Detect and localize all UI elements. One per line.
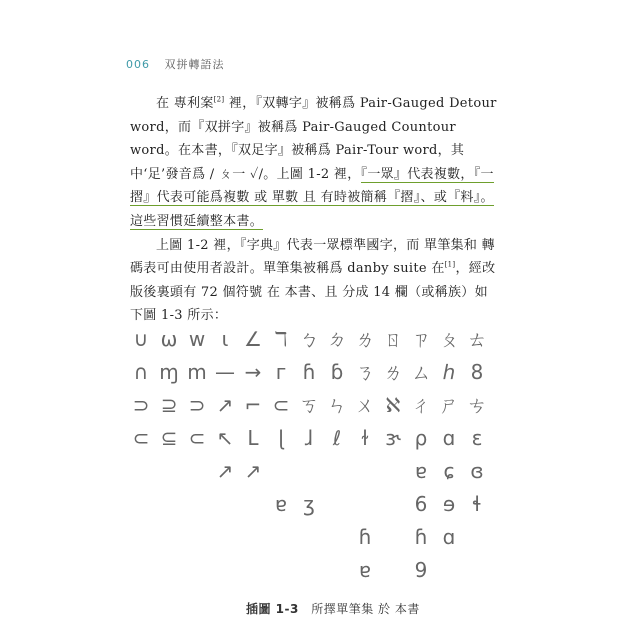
footnote-ref-1[interactable]: [1] <box>444 260 456 269</box>
glyph-symbol: ㄋ <box>355 360 375 384</box>
glyph-symbol: ɩ <box>221 327 229 351</box>
glyph-symbol: ʒ <box>303 492 315 516</box>
glyph-symbol: ℎ <box>442 360 456 384</box>
glyph-symbol: ⊇ <box>160 393 178 417</box>
running-title: 双拼轉語法 <box>164 58 225 71</box>
glyph-symbol: ㄖ <box>383 327 403 351</box>
glyph-symbol: ɛ <box>471 426 483 450</box>
figure-caption <box>246 600 420 617</box>
glyph-symbol: ɦ <box>358 525 372 549</box>
glyph-symbol: ↖ <box>216 426 234 450</box>
glyph-symbol: m <box>187 360 207 384</box>
glyph-symbol: ω <box>160 327 178 351</box>
caption-label: 插圖 1-3 <box>246 602 299 616</box>
glyph-symbol: ㄌ <box>355 327 375 351</box>
glyph-symbol: ɭ <box>278 426 284 450</box>
glyph-symbol: ɐ <box>274 492 287 516</box>
glyph-symbol: ↗ <box>216 459 234 483</box>
glyph-symbol: ɑ <box>442 426 456 450</box>
glyph-symbol: ∩ <box>133 360 149 384</box>
glyph-table <box>128 326 508 596</box>
glyph-symbol: ㄣ <box>327 393 347 417</box>
glyph-symbol: ⊆ <box>160 426 178 450</box>
glyph-symbol: — <box>215 360 235 384</box>
glyph-symbol: ↗ <box>216 393 234 417</box>
glyph-symbol: 9 <box>414 558 428 582</box>
glyph-symbol: w <box>188 327 206 351</box>
paragraph-2-part-2: ，經改版後裏頭有 72 個符號 在 本書、且 分成 14 欄（或稱族）如下圖 1-3 所示： <box>130 261 496 324</box>
glyph-symbol: ɦ <box>302 360 316 384</box>
glyph-symbol: ɺ <box>304 426 314 450</box>
glyph-symbol: ⊃ <box>188 393 206 417</box>
glyph-symbol: → <box>244 360 262 384</box>
paragraph-1-part-2: 裡，『双轉字』被稱爲 Pair-Gauged Detour word，而『双拼字』被稱爲 Pair-Gauged Countour word。在本書，『双足字』被稱爲 Pair-Tour word，其中‘足’發音爲 / ㄆ一 ✓/。上圖 1-2 裡， <box>130 96 497 182</box>
highlighted-text: 『一眾』代表複數，『一摺』代表可能爲複數 或 單數 且 有時被簡稱『摺』、或『料』。這些習慣延續整本書。 <box>130 166 494 229</box>
glyph-symbol: ɐ <box>414 459 427 483</box>
page-header <box>126 56 225 72</box>
glyph-symbol: ⊂ <box>188 426 206 450</box>
glyph-symbol: ㄆ <box>439 327 459 351</box>
glyph-symbol: ⊂ <box>132 426 150 450</box>
glyph-symbol: ɕ <box>443 459 455 483</box>
glyph-symbol: ㄊ <box>467 327 487 351</box>
glyph-symbol: ⊂ <box>272 393 290 417</box>
glyph-symbol: г <box>275 360 287 384</box>
glyph-symbol: ㄔ <box>411 393 431 417</box>
glyph-symbol: ㄗ <box>411 327 431 351</box>
glyph-symbol: ㄅ <box>299 327 319 351</box>
paragraph-1 <box>130 92 500 234</box>
glyph-symbol: 8 <box>470 360 484 384</box>
glyph-symbol: ㄨ <box>355 393 375 417</box>
page-number: 006 <box>126 58 150 71</box>
glyph-symbol: L <box>247 426 259 450</box>
glyph-symbol: ↗ <box>244 459 262 483</box>
glyph-symbol: ㄎ <box>299 393 319 417</box>
glyph-symbol: ɝ <box>385 426 401 450</box>
glyph-symbol: ℵ <box>385 393 401 417</box>
glyph-symbol: ㄙ <box>411 360 431 384</box>
glyph-symbol: ɱ <box>159 360 179 384</box>
paragraph-2 <box>130 234 500 328</box>
glyph-symbol: ㄘ <box>467 393 487 417</box>
glyph-symbol: ⌐ <box>244 393 262 417</box>
glyph-symbol: ɓ <box>330 360 344 384</box>
paragraph-1-part-1: 在 專利案 <box>156 96 214 111</box>
glyph-symbol: ㄌ <box>383 360 403 384</box>
footnote-ref-2[interactable]: [2] <box>213 95 225 104</box>
glyph-symbol: ㄉ <box>327 327 347 351</box>
paragraph-2-part-1: 上圖 1-2 裡，『字典』代表一眾標準國字，而 單筆集和 轉碼表可由使用者設計。單筆集被稱爲 danby suite 在 <box>130 237 495 277</box>
glyph-symbol: ɫ <box>361 426 369 450</box>
glyph-symbol: ∪ <box>133 327 149 351</box>
caption-text: 所擇單筆集 於 本書 <box>311 602 420 616</box>
glyph-symbol: ɑ <box>442 525 456 549</box>
glyph-symbol: ɐ <box>358 558 371 582</box>
glyph-symbol: ⊃ <box>132 393 150 417</box>
glyph-symbol: ℓ <box>332 426 342 450</box>
glyph-symbol: ɦ <box>414 525 428 549</box>
glyph-symbol: ∠ <box>244 327 262 351</box>
glyph-symbol: ɘ <box>442 492 456 516</box>
body-text <box>130 92 500 328</box>
glyph-symbol: 6 <box>414 492 428 516</box>
glyph-symbol: ɬ <box>472 492 482 516</box>
glyph-symbol: ρ <box>414 426 428 450</box>
glyph-symbol: ɞ <box>470 459 484 483</box>
glyph-symbol: ℸ <box>274 327 288 351</box>
glyph-symbol: ㄕ <box>439 393 459 417</box>
